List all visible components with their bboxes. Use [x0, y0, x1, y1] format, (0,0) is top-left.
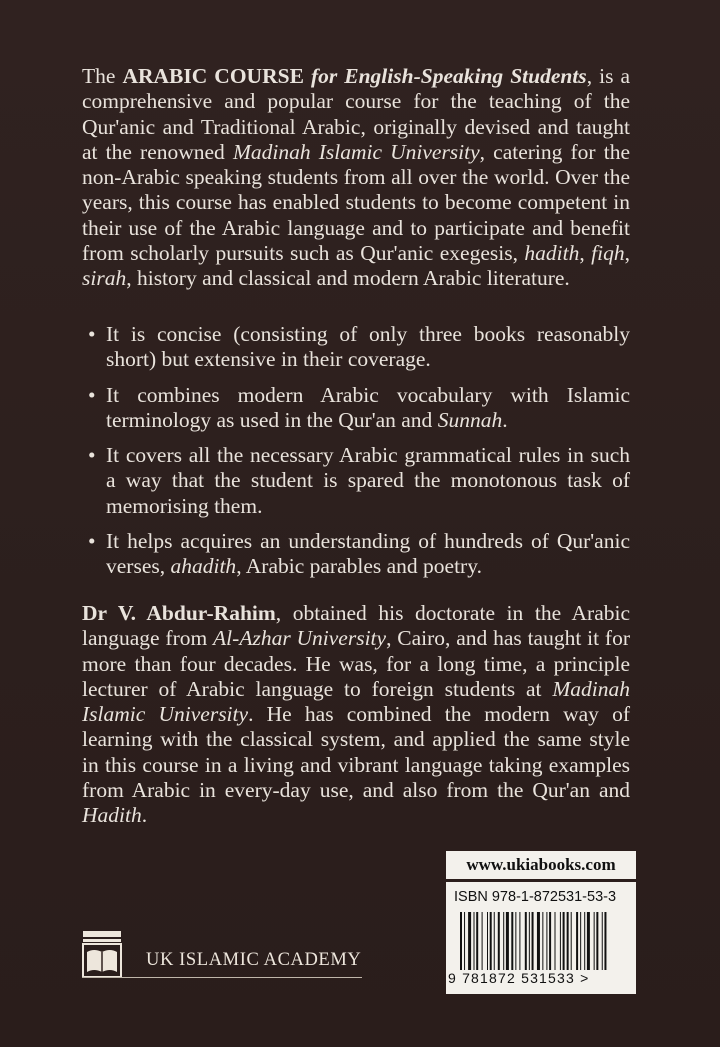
- course-subtitle: for English-Speaking Students: [310, 64, 587, 88]
- barcode-bar: [571, 912, 572, 970]
- isbn-barcode: [446, 882, 636, 994]
- intro-text: The: [82, 64, 123, 88]
- barcode-bar: [604, 912, 606, 970]
- barcode-bar: [487, 912, 488, 970]
- feature-text: .: [502, 407, 508, 432]
- author-name: Dr V. Abdur-Rahim: [82, 601, 276, 625]
- barcode-bar: [515, 912, 516, 970]
- barcode-bar: [560, 912, 561, 970]
- barcode-bar: [498, 912, 500, 970]
- barcode-bar: [503, 912, 504, 970]
- bio-text: , Cairo, and has taught it for more than four decades. He was, for a long time, a principle lecturer of Arabic language to foreign students at: [82, 626, 630, 701]
- barcode-bar: [567, 912, 569, 970]
- bullet-marker: •: [88, 322, 96, 346]
- barcode-bar: [576, 912, 578, 970]
- azhar-university: Al-Azhar University: [213, 626, 387, 651]
- feature-text: It covers all the necessary Arabic grammatical rules in such a way that the student is spared the monotonous task of memorising them.: [106, 443, 630, 518]
- publisher-underline: [82, 977, 362, 978]
- barcode-bar: [519, 912, 520, 970]
- barcode-bar: [537, 912, 540, 970]
- intro-text: , history and classical and modern Arabic literature.: [126, 266, 570, 291]
- course-name: ARABIC COURSE: [122, 64, 304, 88]
- term-sirah: sirah: [82, 266, 127, 291]
- intro-text: , catering for the non-Arabic speaking students from all over the world. Over the years, this course has enabled students to become competent in their use of the Arabic language and to participate and benefit from scholarly pursuits such as Qur'anic exegesis,: [82, 139, 630, 266]
- term-hadith: hadith: [524, 241, 580, 266]
- barcode-bar: [555, 912, 556, 970]
- barcode-bar: [529, 912, 530, 970]
- book-logo-icon: [82, 930, 122, 978]
- barcode-bar: [511, 912, 513, 970]
- barcode-bar: [602, 912, 603, 970]
- barcode-bar: [460, 912, 462, 970]
- barcode-bar: [474, 912, 475, 970]
- barcode-bar: [542, 912, 543, 970]
- intro-text: , is a comprehensive and popular course for the teaching of the Qur'anic and Traditional Arabic, originally devised and taught at the renowned: [82, 64, 631, 164]
- term-hadith: Hadith: [82, 803, 142, 828]
- barcode-bar: [594, 912, 595, 970]
- isbn-number: ISBN 978-1-872531-53-3: [454, 889, 617, 905]
- author-bio: [82, 601, 630, 829]
- intro-paragraph: [82, 64, 630, 292]
- barcode-bar: [464, 912, 465, 970]
- barcode-bar: [563, 912, 565, 970]
- feature-item: [88, 529, 630, 580]
- bullet-marker: •: [88, 382, 96, 407]
- barcode-bars: [460, 912, 624, 970]
- barcode-digits: 9 781872 531533 >: [448, 970, 590, 986]
- barcode-bar: [494, 912, 495, 970]
- bio-text: , obtained his doctorate in the Arabic language from: [82, 601, 630, 651]
- university-name: Madinah Islamic University: [82, 676, 630, 727]
- bullet-marker: •: [88, 443, 96, 468]
- university-name: Madinah Islamic University: [232, 139, 480, 164]
- feature-item: [88, 322, 630, 373]
- barcode-bar: [546, 912, 547, 970]
- bullet-marker: •: [88, 529, 96, 554]
- barcode-bar: [587, 912, 590, 970]
- feature-item: [88, 443, 630, 519]
- bio-text: .: [141, 803, 148, 828]
- feature-item: [88, 383, 630, 434]
- barcode-bar: [532, 912, 534, 970]
- feature-text: It combines modern Arabic vocabulary with Islamic terminology as used in the Qur'an and: [106, 382, 630, 432]
- barcode-bar: [580, 912, 581, 970]
- feature-text: , Arabic parables and poetry.: [236, 554, 482, 579]
- term-ahadith: ahadith: [170, 554, 237, 579]
- feature-list: [88, 322, 630, 590]
- barcode-bar: [549, 912, 551, 970]
- bio-text: . He has combined the modern way of learning with the classical system, and applied the same style in this course in a living and vibrant language taking examples from Arabic in every-day use, and also from the Qur'an and: [82, 702, 631, 803]
- barcode-bar: [468, 912, 471, 970]
- barcode-bar: [506, 912, 509, 970]
- term-sunnah: Sunnah: [437, 407, 503, 432]
- barcode-bar: [596, 912, 598, 970]
- term-fiqh: fiqh: [591, 241, 625, 266]
- barcode-bar: [525, 912, 527, 970]
- barcode-bar: [482, 912, 483, 970]
- publisher-name: UK ISLAMIC ACADEMY: [146, 950, 362, 970]
- intro-text: ,: [624, 241, 630, 266]
- barcode-bar: [490, 912, 492, 970]
- feature-text: It is concise (consisting of only three books reasonably short) but extensive in their coverage.: [106, 322, 630, 372]
- intro-text: ,: [579, 241, 592, 266]
- website-label: www.ukiabooks.com: [446, 851, 636, 879]
- barcode-bar: [584, 912, 585, 970]
- feature-text: It helps acquires an understanding of hundreds of Qur'anic verses,: [106, 529, 630, 579]
- barcode-bar: [476, 912, 478, 970]
